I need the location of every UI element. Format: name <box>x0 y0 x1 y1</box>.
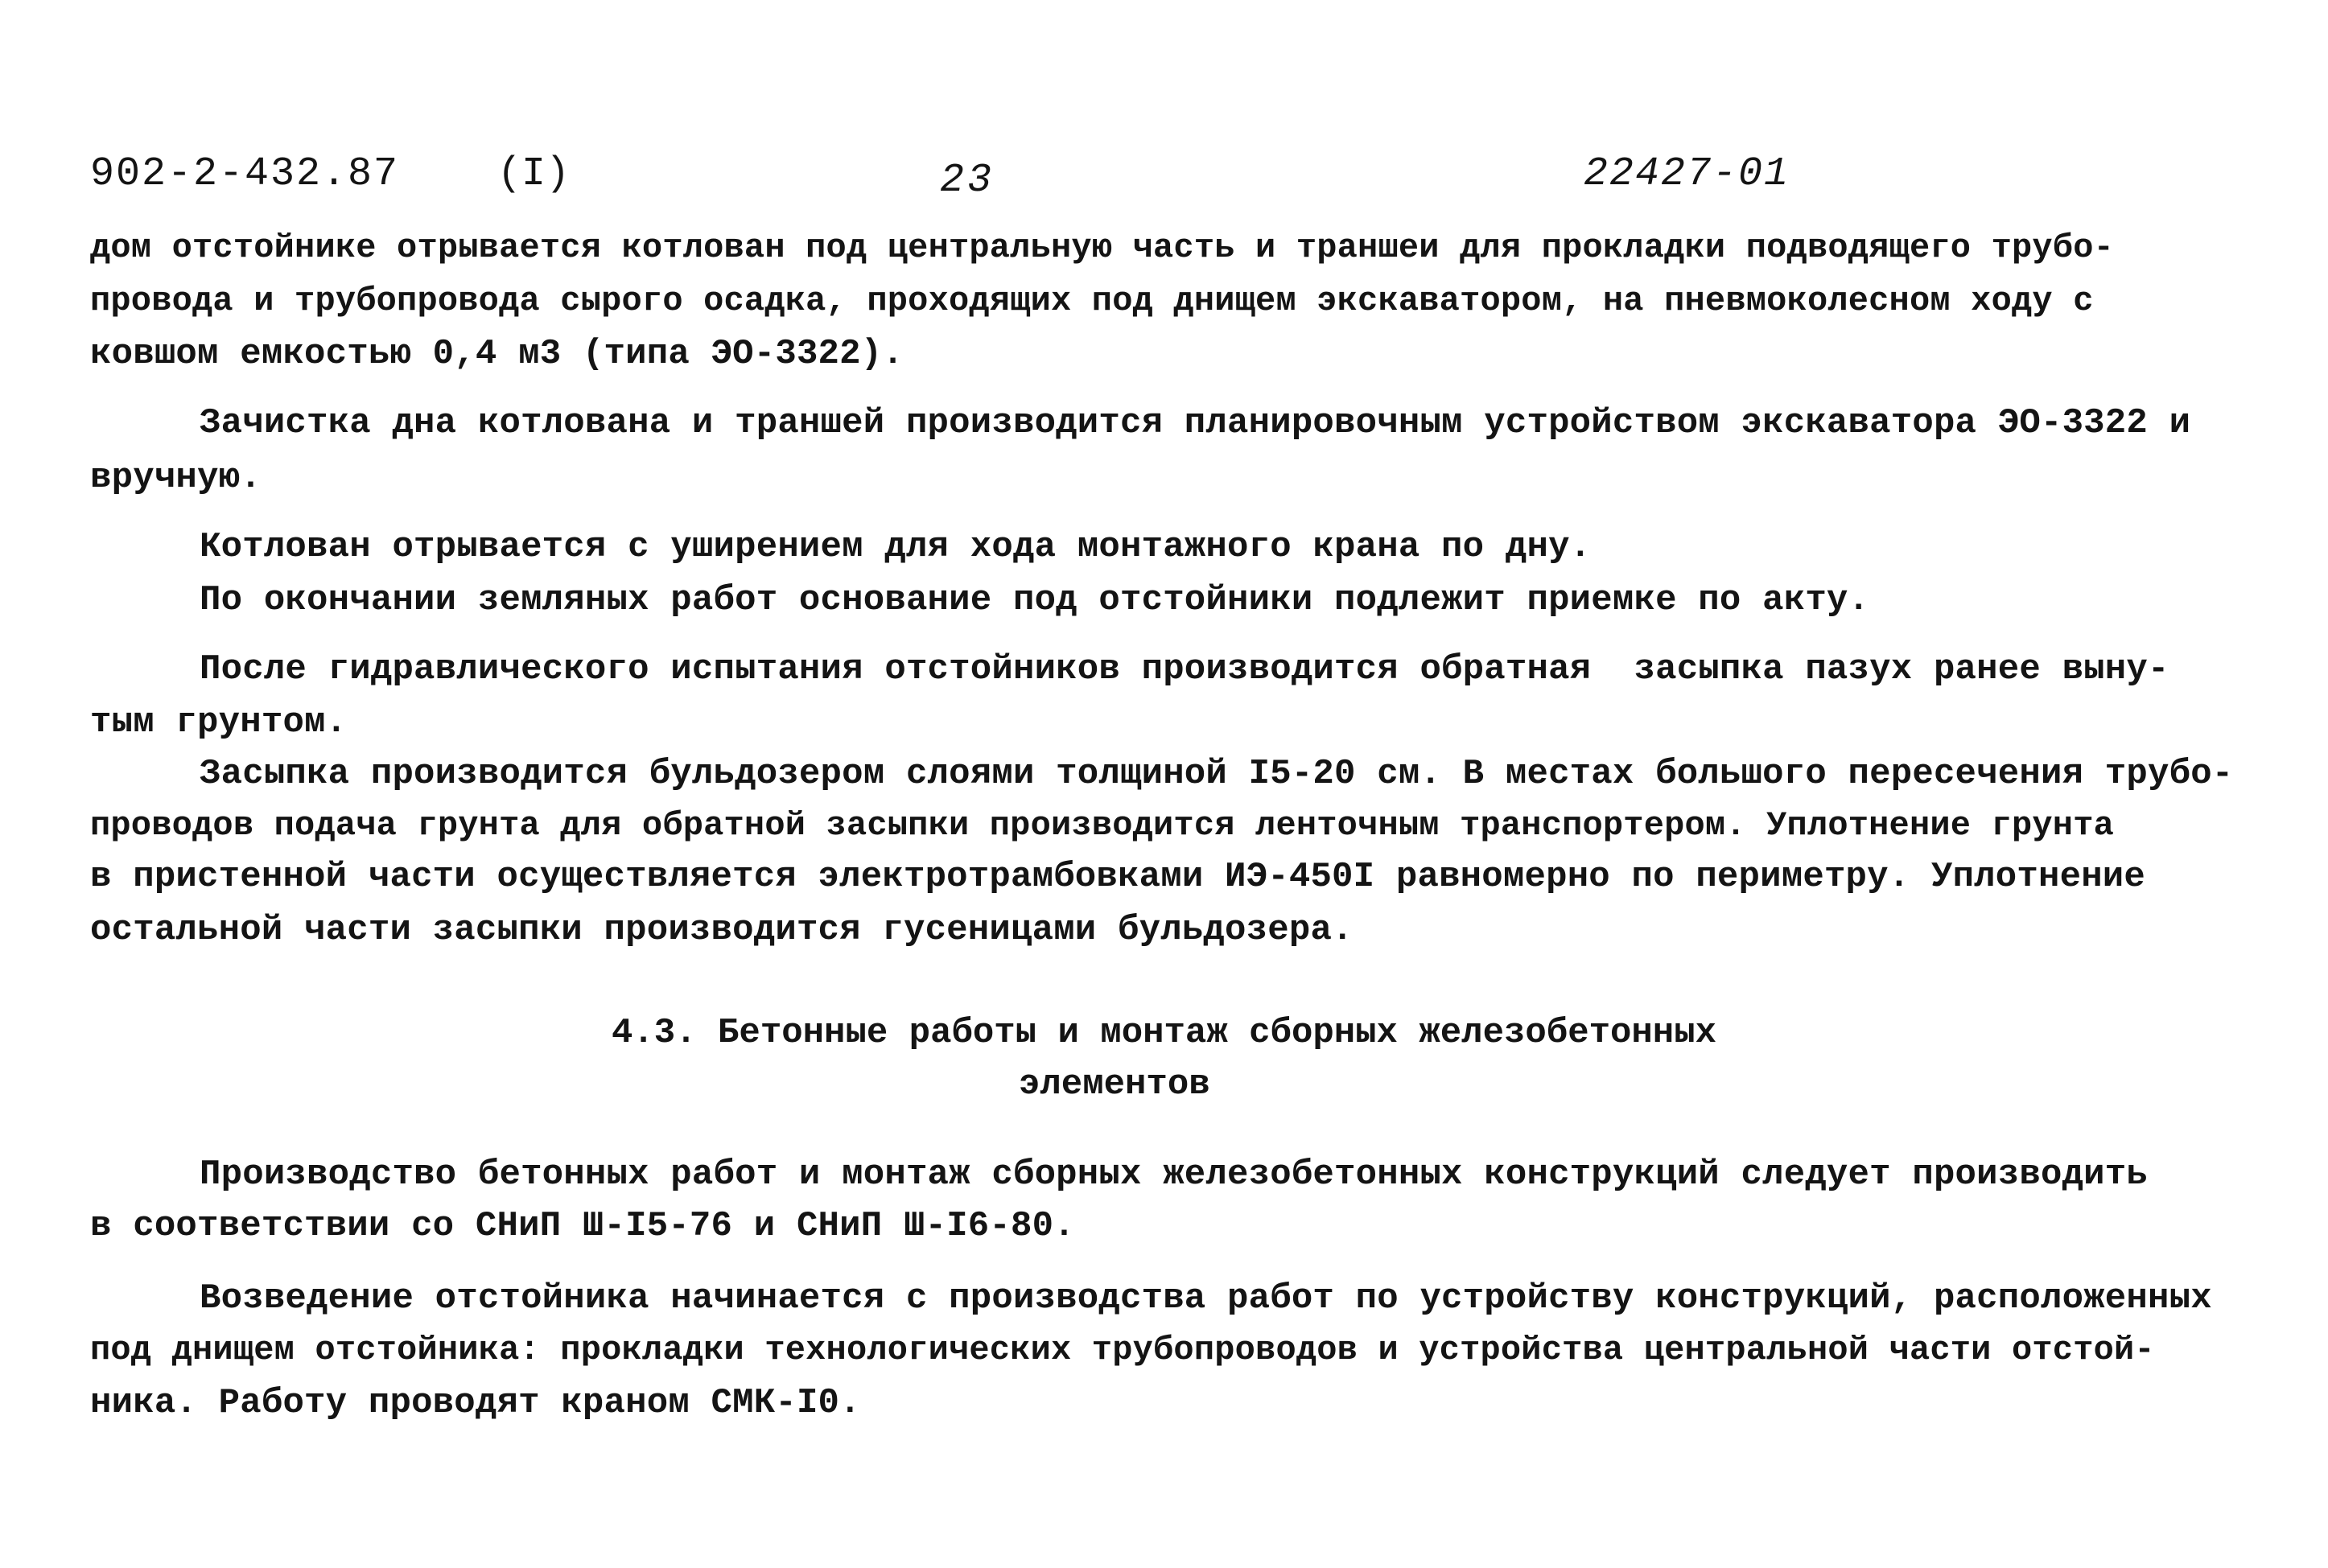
section-heading-line-1: 4.3. Бетонные работы и монтаж сборных железобетонных <box>612 1013 1717 1053</box>
document-number: 22427-01 <box>1584 151 1790 197</box>
paragraph-1-line-1: дом отстойнике отрывается котлован под центральную часть и траншеи для прокладки подводящего трубо- <box>90 228 2115 267</box>
document-mark: (I) <box>497 151 571 197</box>
paragraph-8-line-2: под днищем отстойника: прокладки технологических трубопроводов и устройства центральной части отстой- <box>90 1331 2155 1369</box>
paragraph-1-line-3: ковшом емкостью 0,4 м3 (типа ЭО-3322). <box>90 334 904 374</box>
paragraph-6-line-1: Засыпка производится бульдозером слоями толщиной I5-20 см. В местах большого пересечения трубо- <box>200 754 2234 794</box>
page-number: 23 <box>940 158 995 204</box>
paragraph-6-line-4: остальной части засыпки производится гусеницами бульдозера. <box>90 910 1354 950</box>
paragraph-6-line-3: в пристенной части осуществляется электротрамбовками ИЭ-450I равномерно по периметру. Уплотнение <box>90 857 2146 897</box>
paragraph-7-line-1: Производство бетонных работ и монтаж сборных железобетонных конструкций следует производить <box>200 1154 2148 1195</box>
paragraph-8-line-3: ника. Работу проводят краном СМК-I0. <box>90 1383 861 1423</box>
paragraph-1-line-2: провода и трубопровода сырого осадка, проходящих под днищем экскаватором, на пневмоколесном ходу с <box>90 282 2094 320</box>
paragraph-2-line-2: вручную. <box>90 458 262 498</box>
paragraph-5-line-2: тым грунтом. <box>90 702 348 743</box>
paragraph-7-line-2: в соответствии со СНиП Ш-I5-76 и СНиП Ш-I6-80. <box>90 1206 1075 1246</box>
paragraph-3-line-1: Котлован отрывается с уширением для хода монтажного крана по дну. <box>200 527 1592 567</box>
section-heading-line-2: элементов <box>1019 1064 1210 1105</box>
paragraph-8-line-1: Возведение отстойника начинается с производства работ по устройству конструкций, расположенных <box>200 1278 2212 1319</box>
paragraph-2-line-1: Зачистка дна котлована и траншей производится планировочным устройством экскаватора ЭО-3322 и <box>200 403 2191 443</box>
paragraph-5-line-1: После гидравлического испытания отстойников производится обратная засыпка пазух ранее выну- <box>200 649 2169 689</box>
paragraph-6-line-2: проводов подача грунта для обратной засыпки производится ленточным транспортером. Уплотнение грунта <box>90 806 2115 845</box>
paragraph-4-line-1: По окончании земляных работ основание под отстойники подлежит приемке по акту. <box>200 580 1870 620</box>
document-code: 902-2-432.87 <box>90 151 400 197</box>
